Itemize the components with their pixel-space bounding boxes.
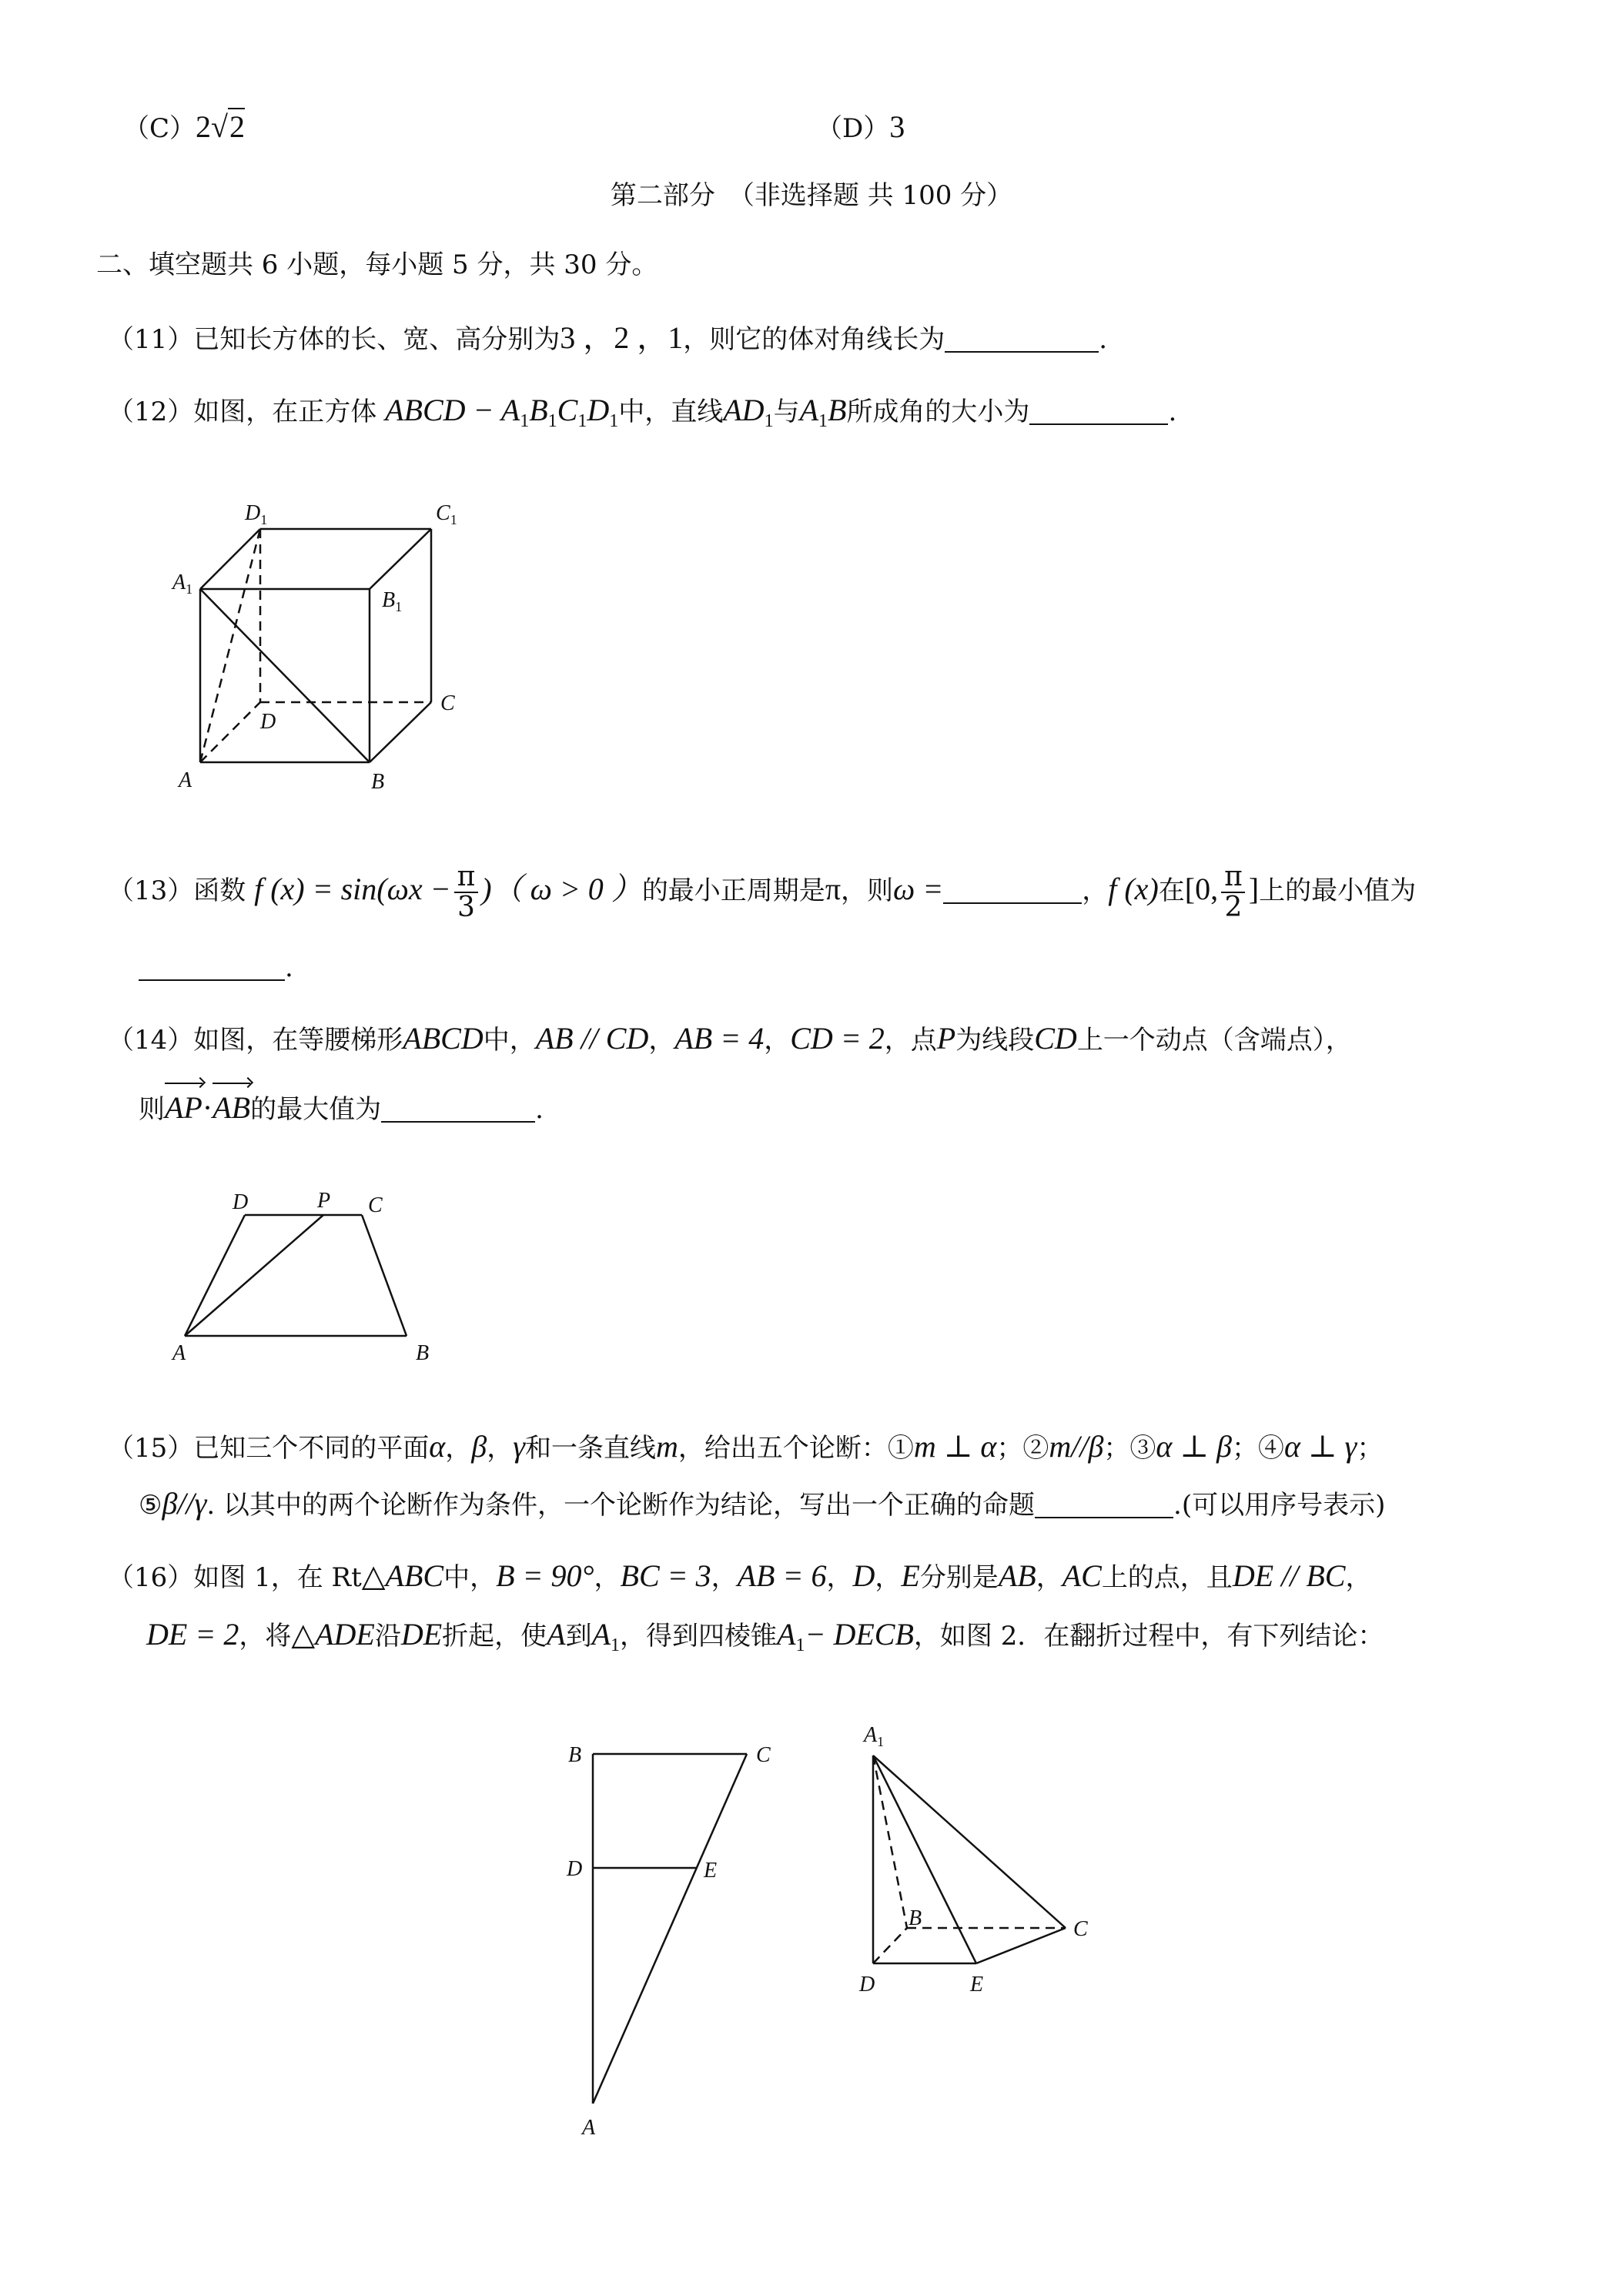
q15-gamma: γ [513, 1429, 525, 1464]
q14-answer-blank[interactable] [381, 1095, 535, 1123]
q13-min-answer [139, 951, 293, 986]
q14-text-6: 则 [139, 1094, 165, 1125]
q13-text-2: 的最小正周期是 [641, 875, 825, 906]
q16-point-a: A [547, 1617, 566, 1652]
q16-triangle-symbol: △ [361, 1558, 386, 1593]
question-16: （16）如图 1，在 Rt△ABC中，B = 90°，BC = 3，AB = 6，D，E分别是AB，AC上的点，且DE // BC， [108, 1558, 1372, 1593]
pyramid-figure-2 [847, 1709, 1124, 2017]
q15-claim-5: β//γ [162, 1486, 207, 1521]
q15-text: 已知三个不同的平面 [193, 1433, 430, 1464]
q15-claim-1: m ⊥ α [913, 1429, 997, 1464]
q15-text-4: ；② [996, 1433, 1049, 1464]
trapezoid-figure [162, 1178, 454, 1371]
label-b: B [371, 770, 385, 794]
q15-text-10: .(可以用序号表示) [1173, 1490, 1386, 1521]
q15-claim-2: m//β [1049, 1429, 1104, 1464]
label-a: A [172, 1341, 186, 1365]
q16-bc: BC = 3 [620, 1558, 711, 1593]
question-12 [108, 390, 1176, 433]
choice-d-label: （D） [816, 113, 890, 144]
q15-text-7: ； [1357, 1433, 1384, 1464]
question-14: （14）如图，在等腰梯形ABCD中，AB // CD，AB = 4，CD = 2，点P为线段CD上一个动点（含端点）， [108, 1021, 1352, 1056]
q16-text-3: 分别是 [919, 1562, 999, 1593]
q13-min-blank[interactable] [139, 953, 285, 981]
q13-text-4: ， [1082, 875, 1109, 906]
q13-end: . [285, 952, 293, 983]
label-a: A [582, 2116, 596, 2140]
label-b: B [909, 1906, 922, 1930]
label-a1: $A_1$ [172, 571, 193, 597]
choice-d-value: 3 [889, 109, 905, 144]
label-b: B [568, 1743, 582, 1767]
q11-answer-blank[interactable] [945, 325, 1099, 353]
q15-answer-blank[interactable] [1035, 1491, 1173, 1518]
q14-text: 如图，在等腰梯形 [193, 1025, 403, 1056]
label-c: C [756, 1743, 771, 1767]
label-p: P [317, 1189, 331, 1213]
q16-triangle: ABC [385, 1558, 444, 1593]
q14-trapezoid: ABCD [403, 1021, 484, 1056]
q15-claim-4: α ⊥ γ [1283, 1429, 1357, 1464]
q16-seg-ac: AC [1062, 1558, 1102, 1593]
q16-parallel: DE // BC [1232, 1558, 1346, 1593]
q16-text-4: 上的点，且 [1101, 1562, 1233, 1593]
q11-number: （11） [108, 324, 194, 355]
label-d: D [567, 1857, 583, 1881]
choice-d [816, 106, 905, 148]
q15-text-5: ；③ [1103, 1433, 1156, 1464]
part2-title: 第二部分 （非选择题 共 100 分） [610, 180, 1013, 211]
q12-text-4: 所成角的大小为 [846, 397, 1030, 427]
q14-dot: · [202, 1090, 213, 1125]
q14-parallel: AB // CD [535, 1021, 649, 1056]
q16-text-10: ，如图 2．在翻折过程中，有下列结论： [913, 1621, 1384, 1652]
q13-pi: π [825, 871, 842, 906]
choice-c [123, 106, 245, 148]
triangle-figure-1 [554, 1725, 801, 2156]
q16-ab: AB = 6 [737, 1558, 827, 1593]
q16-seg-ab: AB [998, 1558, 1036, 1593]
q15-text-9: . 以其中的两个论断作为条件，一个论断作为结论，写出一个正确的命题 [206, 1490, 1036, 1521]
q12-text: 如图，在正方体 [193, 397, 377, 427]
question-13 [108, 862, 1416, 922]
q11-end: . [1099, 324, 1108, 355]
q11-text-b: ，则它的体对角线长为 [683, 324, 945, 355]
q15-line-m: m [655, 1429, 678, 1464]
q13-text-6: 上的最小值为 [1259, 875, 1417, 906]
q12-answer-blank[interactable] [1029, 397, 1168, 425]
q15-text-6: ；④ [1231, 1433, 1284, 1464]
sqrt-sign: √ [211, 109, 228, 144]
q13-fraction: $\frac{\pi}{3}$ [454, 862, 479, 922]
q12-cube-name: ABCD − $A_1B_1C_1D_1$ [385, 393, 619, 431]
q12-line-a1b: $A_1B$ [799, 393, 847, 431]
section2-heading: 二、填空题共 6 小题，每小题 5 分，共 30 分。 [96, 249, 658, 280]
q13-text-5: 在 [1158, 875, 1185, 906]
q13-condition: （ ω > 0 ） [491, 871, 642, 906]
choice-c-coef: 2 [196, 109, 212, 144]
q13-text: 函数 [193, 875, 246, 906]
q14-p: P [936, 1021, 956, 1056]
q14-text-2: 中， [483, 1025, 536, 1056]
q16-seg-de: DE [400, 1617, 443, 1652]
q15-text-2: 和一条直线 [524, 1433, 656, 1464]
q13-close: ) [481, 871, 492, 906]
q16-text-2: 中， [443, 1562, 497, 1593]
q13-text-3: ，则 [841, 875, 894, 906]
label-d: D [233, 1190, 249, 1214]
q16-text-9: ，得到四棱锥 [620, 1621, 778, 1652]
label-a: A [179, 768, 192, 792]
q15-number: （15） [108, 1433, 194, 1464]
label-d: D [260, 710, 276, 734]
q16-number: （16） [108, 1562, 194, 1593]
q16-de: DE = 2 [146, 1617, 239, 1652]
q13-function: f (x) = sin(ωx − [254, 871, 451, 906]
q12-line-ad1: $AD_1$ [723, 393, 774, 431]
choice-c-radicand: 2 [229, 109, 245, 144]
q13-interval-open: [0, [1184, 871, 1219, 906]
label-b: B [416, 1341, 430, 1365]
label-c1: $C_1$ [436, 501, 457, 527]
q16-triangle-ade: ADE [315, 1617, 375, 1652]
q15-alpha: α [429, 1429, 446, 1464]
q14-text-4: 为线段 [955, 1025, 1035, 1056]
label-a1: $A_1$ [864, 1723, 885, 1749]
q12-number: （12） [108, 397, 194, 427]
q16-line-2 [146, 1614, 1384, 1658]
label-c: C [1073, 1917, 1088, 1941]
q16-text-5: ，将 [239, 1621, 292, 1652]
q16-pyramid: $A_1-$ DECB [777, 1617, 914, 1655]
q14-ab: AB = 4 [674, 1021, 765, 1056]
q11-values: 3 ，2 ，1 [560, 320, 684, 355]
choice-c-label: （C） [123, 113, 196, 144]
label-c: C [368, 1193, 383, 1217]
question-11 [108, 317, 1107, 359]
cube-figure [162, 493, 500, 801]
q13-omega-blank[interactable] [943, 876, 1082, 904]
q14-cd: CD = 2 [790, 1021, 885, 1056]
q16-point-e: E [901, 1558, 920, 1593]
q14-end: . [535, 1094, 544, 1125]
q15-beta: β [471, 1429, 487, 1464]
q15-claim-3: α ⊥ β [1156, 1429, 1232, 1464]
q13-interval-close: ] [1248, 871, 1260, 906]
q11-text: 已知长方体的长、宽、高分别为 [193, 324, 561, 355]
q14-line-2 [139, 1087, 544, 1129]
q13-fraction-2: $\frac{\pi}{2}$ [1221, 862, 1246, 922]
q12-text-2: 中，直线 [618, 397, 724, 427]
q14-text-3: ，点 [884, 1025, 937, 1056]
q14-number: （14） [108, 1025, 194, 1056]
label-e: E [970, 1973, 984, 1996]
q14-vector-ap: AP [165, 1087, 202, 1129]
label-e: E [704, 1859, 718, 1883]
q14-vector-ab: AB [212, 1087, 250, 1129]
q15-text-8: ⑤ [139, 1490, 162, 1521]
q16-point-d: D [852, 1558, 875, 1593]
q13-number: （13） [108, 875, 194, 906]
q16-triangle-symbol-2: △ [291, 1617, 316, 1652]
q16-point-a1: $A_1$ [591, 1617, 621, 1655]
q15-line-2 [139, 1483, 1385, 1525]
q15-text-3: ，给出五个论断：① [678, 1433, 914, 1464]
q16-text-6: 沿 [374, 1621, 401, 1652]
q14-text-5: 上一个动点（含端点）， [1076, 1025, 1352, 1056]
q13-omega: ω = [893, 871, 944, 906]
label-c: C [440, 691, 455, 715]
label-d1: $D_1$ [245, 501, 268, 527]
q16-text: 如图 1，在 Rt [193, 1562, 362, 1593]
label-d: D [859, 1973, 875, 1996]
q14-segment: CD [1034, 1021, 1077, 1056]
question-15: （15）已知三个不同的平面α，β，γ和一条直线m，给出五个论断：①m ⊥ α；②m//β；③α ⊥ β；④α ⊥ γ； [108, 1429, 1384, 1464]
label-b1: $B_1$ [382, 588, 403, 614]
q14-text-7: 的最大值为 [250, 1094, 382, 1125]
q12-end: . [1168, 397, 1177, 427]
q12-text-3: 与 [773, 397, 800, 427]
q13-fx: f (x) [1108, 871, 1159, 906]
q16-text-8: 到 [565, 1621, 592, 1652]
q16-text-7: 折起，使 [442, 1621, 547, 1652]
q16-angle-b: B = 90° [496, 1558, 594, 1593]
